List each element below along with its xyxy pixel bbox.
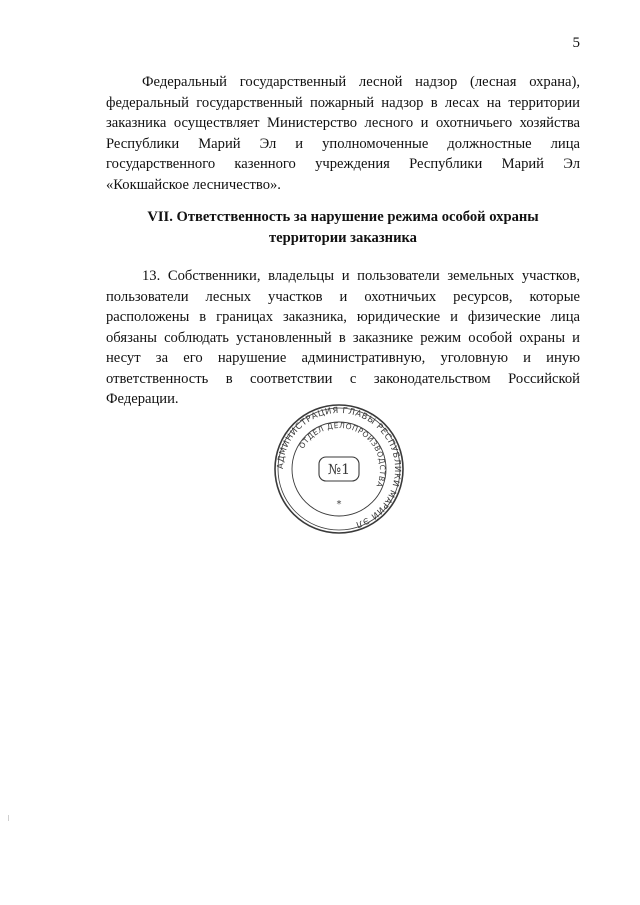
- section-heading-line-2: территории заказника: [269, 229, 417, 246]
- official-stamp: [273, 403, 405, 535]
- section-heading: [106, 207, 580, 248]
- stamp-star: *: [336, 499, 342, 510]
- stamp-number: №1: [327, 462, 351, 478]
- stamp-seal-icon: [273, 403, 405, 535]
- scan-margin-mark: [8, 815, 9, 821]
- stamp-outer-text: АДМИНИСТРАЦИЯ ГЛАВЫ РЕСПУБЛИКИ МАРИЙ ЭЛ: [275, 405, 403, 530]
- svg-text:ОТДЕЛ ДЕЛОПРОИЗВОДСТВА: [297, 421, 387, 489]
- stamp-inner-text: ОТДЕЛ ДЕЛОПРОИЗВОДСТВА: [297, 420, 388, 489]
- paragraph-responsibility: 13. Собственники, владельцы и пользователи земельных участков, пользователи лесных участков и охотничьих ресурсов, которые расположены в границах заказника, юридические и физические лица обязаны соблюдать установленный в заказнике режим особой охраны и несут за его нарушение административную, уголовную и иную ответственность в соответствии с законодательством Российской Федерации.: [106, 268, 580, 407]
- page-number: 5: [572, 35, 580, 51]
- paragraph-forest-supervision: Федеральный государственный лесной надзор (лесная охрана), федеральный государственный пожарный надзор в лесах на территории заказника осуществляет Министерство лесного и охотничьего хозяйства Республики Марий Эл и уполномоченные должностные лица государственного казенного учреждения Республики Марий Эл «Кокшайское лесничество».: [106, 74, 580, 193]
- section-heading-line-1: VII. Ответственность за нарушение режима особой охраны: [147, 209, 539, 225]
